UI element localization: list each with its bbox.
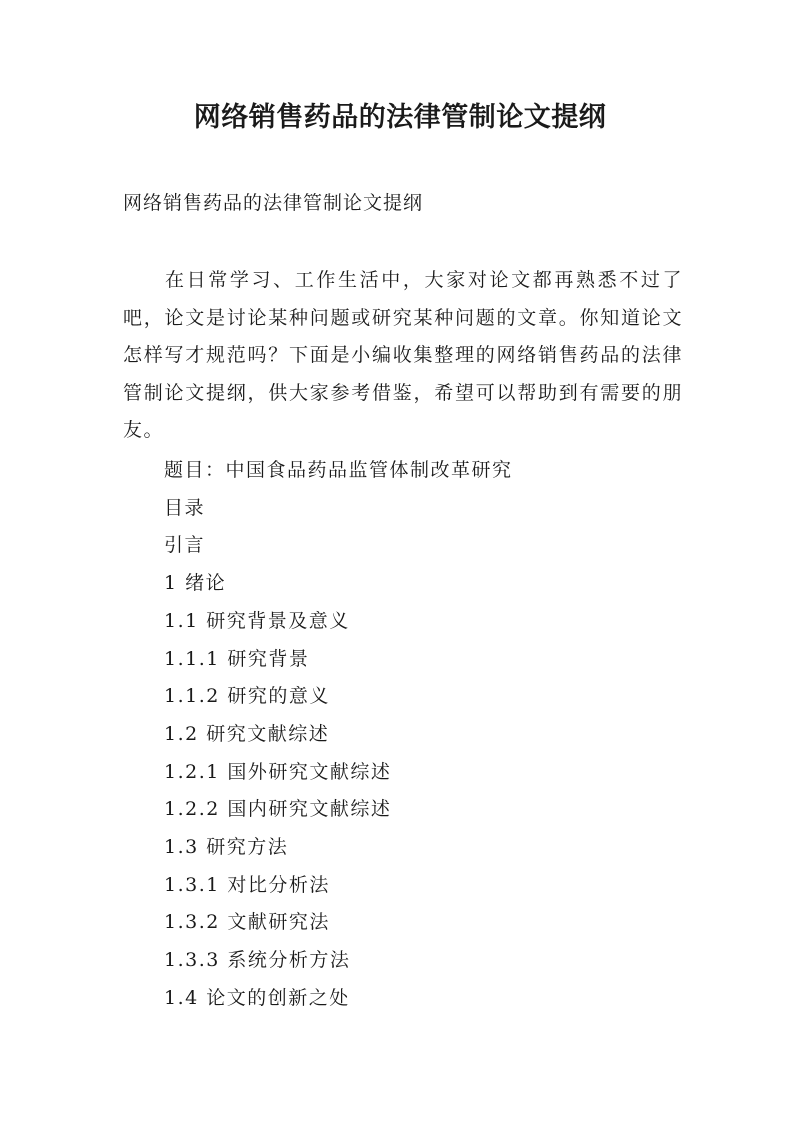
intro-paragraph: 在日常学习、工作生活中，大家对论文都再熟悉不过了吧，论文是讨论某种问题或研究某种问题的文章。你知道论文怎样写才规范吗？下面是小编收集整理的网络销售药品的法律管制论文提纲，供大家参考借鉴，希望可以帮助到有需要的朋友。 xyxy=(123,269,683,441)
outline-item: 1.1.1 研究背景 xyxy=(164,647,310,670)
document-title: 网络销售药品的法律管制论文提纲 xyxy=(193,102,607,133)
outline-item: 1.2 研究文献综述 xyxy=(164,722,330,745)
outline-item: 1.2.2 国内研究文献综述 xyxy=(164,798,392,821)
outline-list xyxy=(164,452,513,1018)
outline-item: 1.3.1 对比分析法 xyxy=(164,873,330,896)
outline-item: 1 绪论 xyxy=(164,572,227,595)
outline-item-topic: 题目：中国食品药品监管体制改革研究 xyxy=(164,459,513,481)
outline-item: 1.3 研究方法 xyxy=(164,836,289,859)
outline-item-contents: 目录 xyxy=(164,496,206,519)
outline-item: 1.1.2 研究的意义 xyxy=(164,685,330,708)
outline-item: 1.2.1 国外研究文献综述 xyxy=(164,760,392,783)
document-subtitle: 网络销售药品的法律管制论文提纲 xyxy=(123,192,424,214)
outline-item: 1.3.2 文献研究法 xyxy=(164,911,330,934)
outline-item-preface: 引言 xyxy=(164,534,206,557)
outline-item: 1.3.3 系统分析方法 xyxy=(164,949,351,972)
outline-item: 1.1 研究背景及意义 xyxy=(164,609,350,632)
outline-item: 1.4 论文的创新之处 xyxy=(164,986,350,1009)
